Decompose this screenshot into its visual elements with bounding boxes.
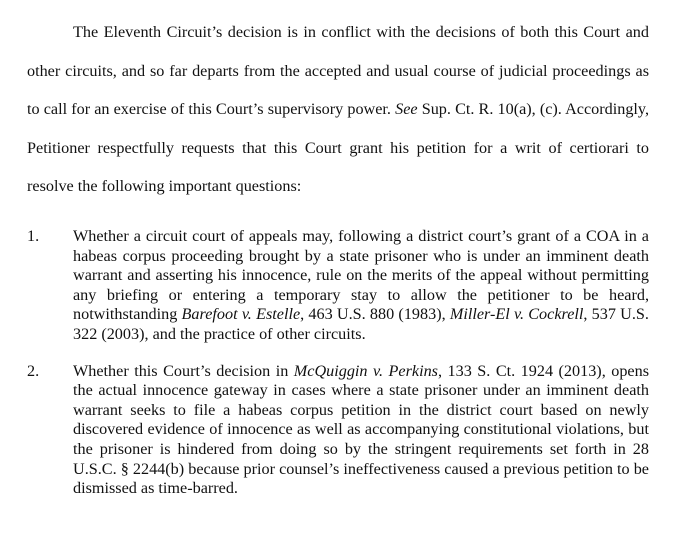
intro-text-1: The Eleventh Circuit’s decision is in conflict with the decisions of both this Court and other circuits, and so far departs from the accepted and usual course of judicial proceedings as to call for an exercise of this Court’s supervisory power.	[27, 23, 649, 118]
question-item-2	[27, 362, 649, 499]
question-text-2	[73, 362, 649, 499]
questions-list	[27, 227, 649, 499]
case-citation-mcquiggin: McQuiggin v. Perkins	[293, 361, 438, 380]
intro-see-signal: See	[395, 100, 418, 118]
question-1-text-c: , 537 U.S. 322 (2003), and the practice of other circuits.	[73, 305, 649, 343]
question-2-text-a: Whether this Court’s decision in	[73, 361, 294, 380]
question-1-text-a: Whether a circuit court of appeals may, following a district court’s grant of a COA in a habeas corpus proceeding brought by a state prisoner who is under an imminent death warrant and asserting his innocence, rule on the merits of the appeal without permitting any briefing or entering a temporary stay to allow the petitioner to be heard, notwithstanding	[73, 227, 649, 324]
case-citation-miller-el: Miller-El v. Cockrell	[449, 305, 584, 324]
question-number-2: 2.	[27, 361, 40, 380]
question-number-1: 1.	[27, 227, 40, 245]
question-2-text-b: , 133 S. Ct. 1924 (2013), opens the actual innocence gateway in cases where a state prisoner under an imminent death warrant seeks to file a habeas corpus petition in the district court based on newly discovered evidence of innocence as well as accompanying constitutional violations, but the prisoner is hindered from doing so by the stringent requirements set forth in 28 U.S.C. § 2244(b) because prior counsel’s ineffectiveness caused a previous petition to be dismissed as time-barred.	[73, 361, 649, 498]
intro-text-2: Sup. Ct. R. 10(a), (c). Accordingly, Petitioner respectfully requests that this Court grant his petition for a writ of certiorari to resolve the following important questions:	[27, 100, 650, 195]
intro-paragraph	[27, 13, 649, 206]
question-text-1	[73, 227, 649, 345]
question-1-text-b: , 463 U.S. 880 (1983),	[300, 305, 450, 324]
case-citation-barefoot: Barefoot v. Estelle	[181, 305, 301, 324]
question-item-1	[27, 227, 649, 345]
